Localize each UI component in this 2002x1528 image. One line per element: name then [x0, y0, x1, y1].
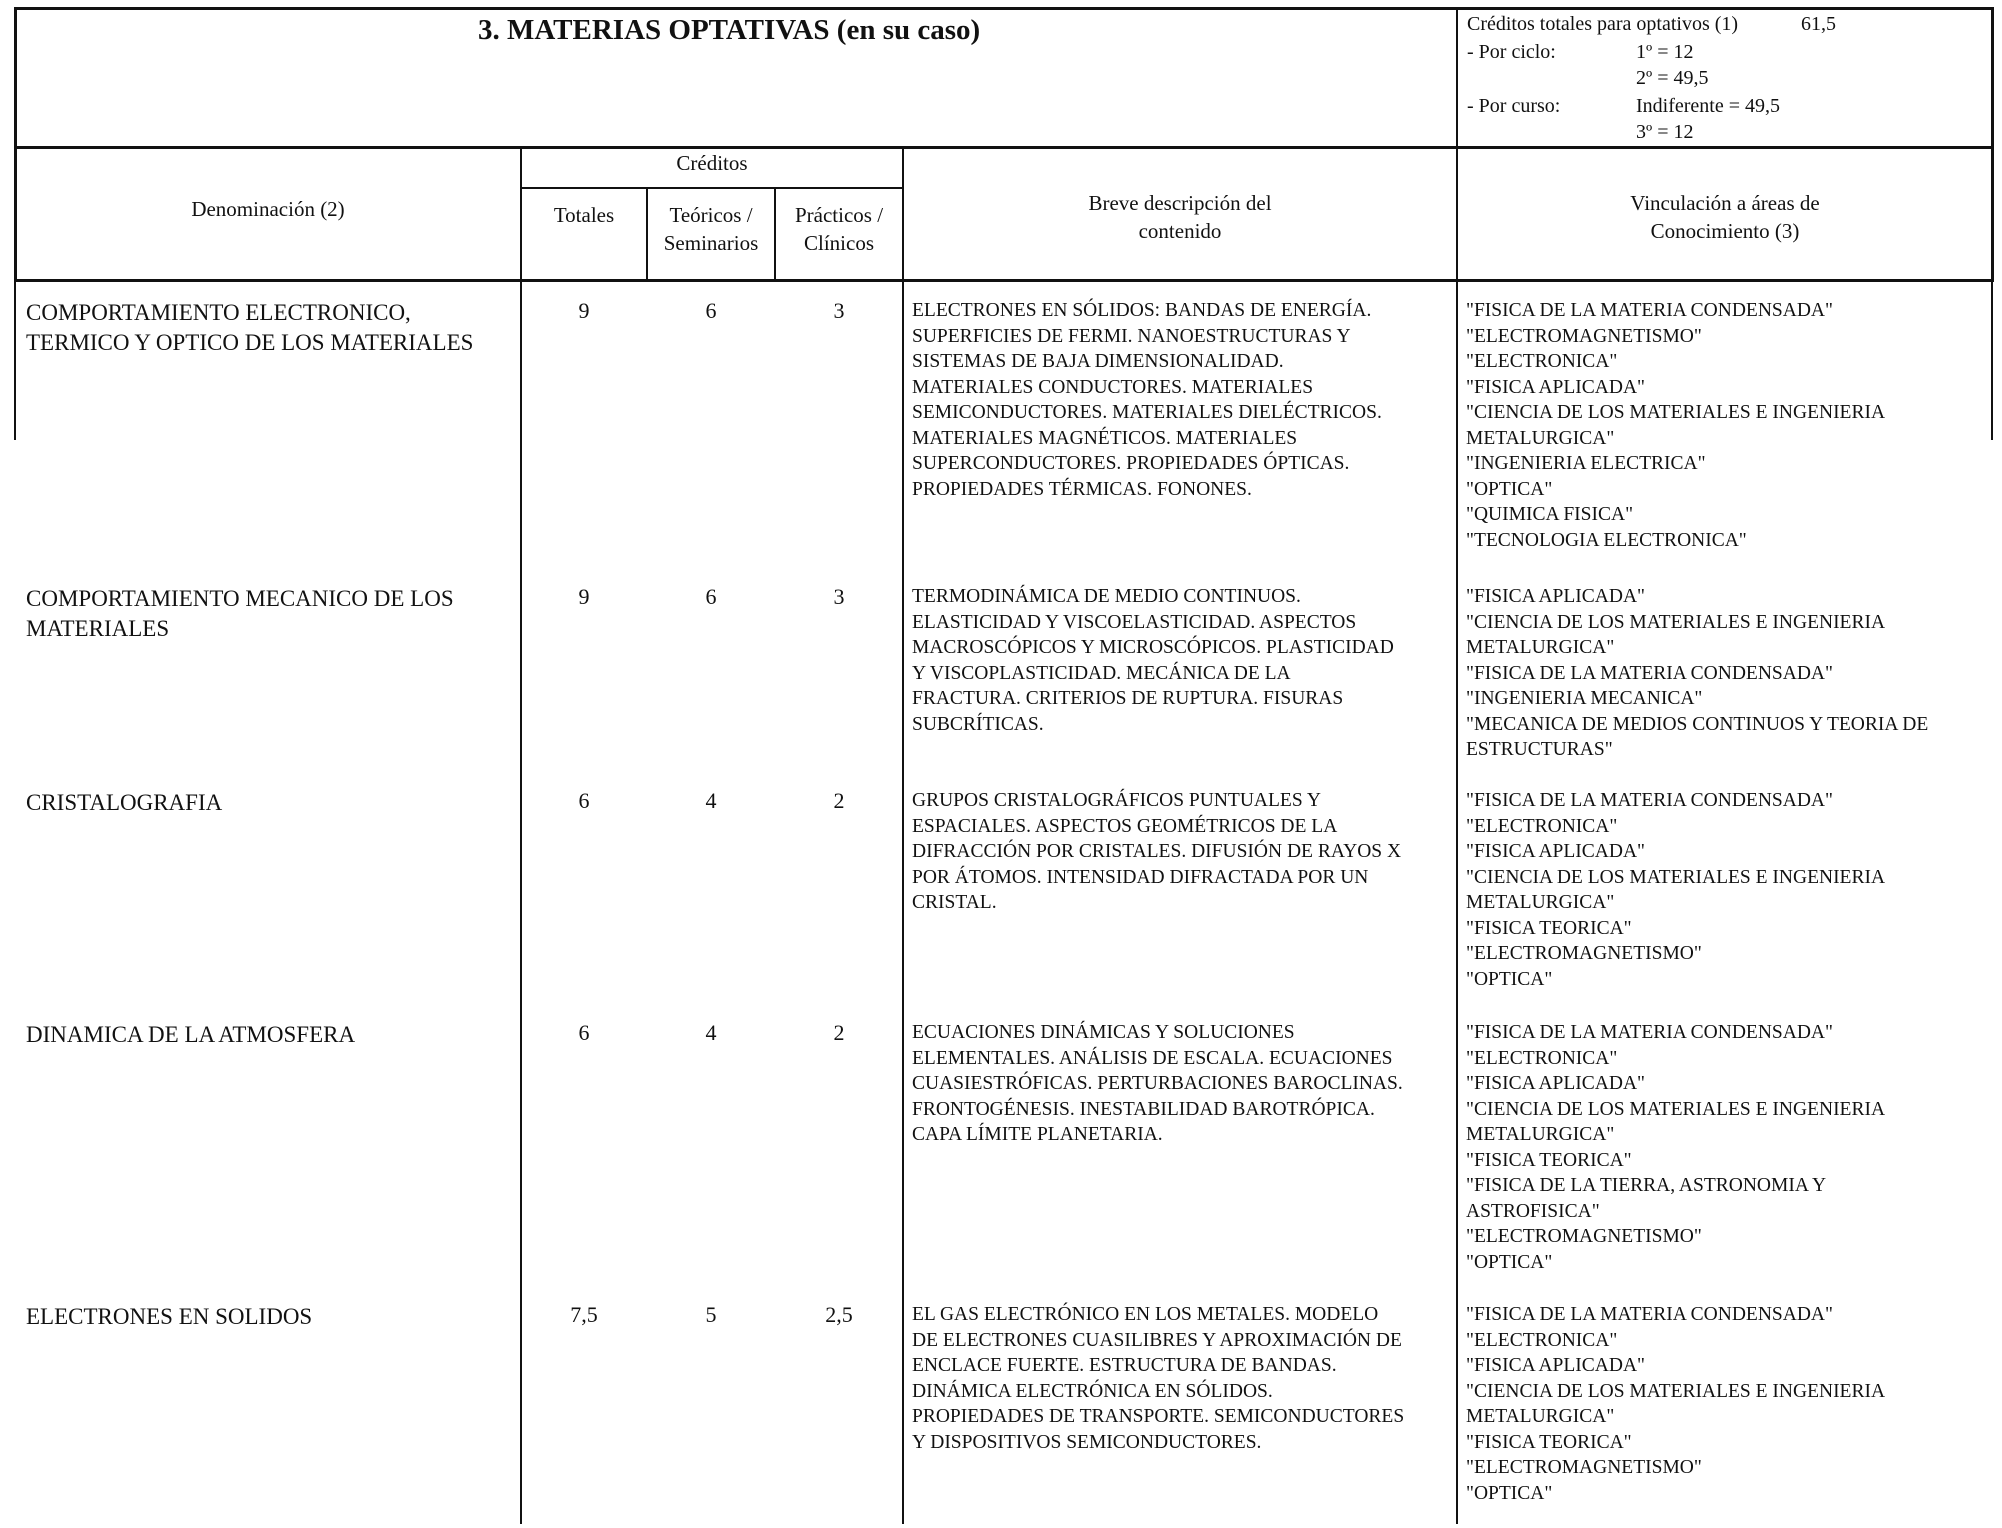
- descripcion-line: SUPERFICIES DE FERMI. NANOESTRUCTURAS Y: [912, 325, 1351, 347]
- area-line: "FISICA TEORICA": [1466, 1431, 1632, 1453]
- descripcion-line: PROPIEDADES TÉRMICAS. FONONES.: [912, 478, 1252, 500]
- area-line: "FISICA TEORICA": [1466, 1149, 1632, 1171]
- col-line-4: [902, 148, 904, 1524]
- row-areas: [1466, 584, 1988, 763]
- row-areas: [1466, 788, 1988, 992]
- area-line: "FISICA DE LA TIERRA, ASTRONOMIA Y: [1466, 1175, 1827, 1196]
- row-denominacion: [26, 1020, 516, 1050]
- descripcion-line: ECUACIONES DINÁMICAS Y SOLUCIONES: [912, 1022, 1295, 1043]
- area-line: ESTRUCTURAS": [1466, 739, 1613, 760]
- col-header-creditos: Créditos: [676, 151, 748, 175]
- area-line: METALURGICA": [1466, 637, 1615, 658]
- col-header-descripcion-line: Breve descripción del: [1088, 191, 1272, 215]
- descripcion-line: SUBCRÍTICAS.: [912, 713, 1044, 735]
- area-line: "ELECTRONICA": [1466, 1047, 1618, 1069]
- area-line: "FISICA APLICADA": [1466, 841, 1645, 862]
- descripcion-line: ELASTICIDAD Y VISCOELASTICIDAD. ASPECTOS: [912, 611, 1357, 633]
- area-line: "INGENIERIA MECANICA": [1466, 688, 1703, 709]
- area-line: METALURGICA": [1466, 1124, 1615, 1145]
- area-line: "INGENIERIA ELECTRICA": [1466, 453, 1706, 474]
- row-descripcion: [912, 584, 1452, 737]
- row-areas: [1466, 1020, 1988, 1275]
- row-areas: [1466, 1302, 1988, 1506]
- descripcion-line: ESPACIALES. ASPECTOS GEOMÉTRICOS DE LA: [912, 815, 1338, 837]
- page-title: 3. MATERIAS OPTATIVAS (en su caso): [478, 14, 981, 46]
- descripcion-line: MATERIALES CONDUCTORES. MATERIALES: [912, 376, 1314, 398]
- denominacion-line: MATERIALES: [26, 616, 170, 641]
- descripcion-line: TERMODINÁMICA DE MEDIO CONTINUOS.: [912, 586, 1301, 607]
- denominacion-line: ELECTRONES EN SOLIDOS: [26, 1304, 313, 1329]
- col-line-1: [520, 148, 522, 1524]
- row-denominacion: [26, 1302, 516, 1332]
- area-line: "OPTICA": [1466, 1482, 1553, 1504]
- row-totales: 9: [578, 584, 590, 609]
- body-left-edge: [14, 280, 16, 440]
- descripcion-line: SUPERCONDUCTORES. PROPIEDADES ÓPTICAS.: [912, 453, 1350, 474]
- area-line: "QUIMICA FISICA": [1466, 504, 1634, 525]
- col-header-teoricos-line: Teóricos /: [669, 203, 753, 227]
- area-line: "CIENCIA DE LOS MATERIALES E INGENIERIA: [1466, 1380, 1886, 1402]
- row-teoricos: 5: [705, 1302, 717, 1327]
- col-header-teoricos-line: Seminarios: [663, 231, 759, 255]
- area-line: "MECANICA DE MEDIOS CONTINUOS Y TEORIA DE: [1466, 713, 1929, 735]
- descripcion-line: SEMICONDUCTORES. MATERIALES DIELÉCTRICOS.: [912, 402, 1382, 423]
- row-descripcion: [912, 1020, 1452, 1148]
- creditos-under-rule: [522, 187, 904, 189]
- border-top: [14, 7, 1994, 10]
- col-header-vinculacion-line: Conocimiento (3): [1650, 219, 1800, 243]
- area-line: "CIENCIA DE LOS MATERIALES E INGENIERIA: [1466, 866, 1886, 888]
- col-header-vinculacion-line: Vinculación a áreas de: [1630, 191, 1820, 215]
- ciclo-1-value: 1º = 12: [1636, 41, 1694, 63]
- row-denominacion: [26, 788, 516, 818]
- area-line: "CIENCIA DE LOS MATERIALES E INGENIERIA: [1466, 1098, 1886, 1120]
- descripcion-line: MACROSCÓPICOS Y MICROSCÓPICOS. PLASTICIDAD: [912, 637, 1394, 658]
- area-line: "FISICA DE LA MATERIA CONDENSADA": [1466, 1304, 1833, 1325]
- descripcion-line: CUASIESTRÓFICAS. PERTURBACIONES BAROCLINAS.: [912, 1073, 1403, 1094]
- row-practicos: 3: [833, 298, 845, 323]
- curso-3-value: 3º = 12: [1636, 121, 1694, 143]
- area-line: "OPTICA": [1466, 478, 1553, 500]
- col-line-5: [1456, 148, 1458, 1524]
- descripcion-line: DE ELECTRONES CUASILIBRES Y APROXIMACIÓN DE: [912, 1329, 1402, 1351]
- row-descripcion: [912, 298, 1452, 502]
- area-line: "ELECTRONICA": [1466, 351, 1618, 372]
- area-line: "FISICA APLICADA": [1466, 376, 1645, 398]
- header-bottom-rule: [14, 279, 1994, 282]
- descripcion-line: FRACTURA. CRITERIOS DE RUPTURA. FISURAS: [912, 688, 1344, 709]
- row-teoricos: 4: [705, 1020, 717, 1045]
- descripcion-line: PROPIEDADES DE TRANSPORTE. SEMICONDUCTORES: [912, 1406, 1405, 1427]
- header-separator: [14, 146, 1994, 149]
- area-line: "TECNOLOGIA ELECTRONICA": [1466, 529, 1747, 551]
- row-teoricos: 6: [705, 584, 717, 609]
- descripcion-line: ELEMENTALES. ANÁLISIS DE ESCALA. ECUACIONES: [912, 1047, 1393, 1069]
- area-line: "FISICA DE LA MATERIA CONDENSADA": [1466, 790, 1833, 811]
- border-left: [14, 7, 17, 282]
- col-header-denominacion: Denominación (2): [191, 197, 345, 221]
- row-totales: 7,5: [570, 1302, 598, 1327]
- row-practicos: 2: [833, 1020, 845, 1045]
- descripcion-line: CRISTAL.: [912, 892, 997, 913]
- descripcion-line: MATERIALES MAGNÉTICOS. MATERIALES: [912, 427, 1298, 449]
- area-line: METALURGICA": [1466, 1406, 1615, 1427]
- area-line: "ELECTROMAGNETISMO": [1466, 943, 1702, 964]
- col-header-practicos-line: Prácticos /: [794, 203, 884, 227]
- denominacion-line: CRISTALOGRAFIA: [26, 790, 223, 815]
- descripcion-line: POR ÁTOMOS. INTENSIDAD DIFRACTADA POR UN: [912, 866, 1369, 888]
- area-line: "ELECTROMAGNETISMO": [1466, 1226, 1702, 1247]
- area-line: "CIENCIA DE LOS MATERIALES E INGENIERIA: [1466, 611, 1886, 633]
- curso-indiferente-value: Indiferente = 49,5: [1636, 95, 1781, 117]
- area-line: "ELECTROMAGNETISMO": [1466, 1457, 1702, 1478]
- area-line: "FISICA APLICADA": [1466, 1355, 1645, 1376]
- row-totales: 6: [578, 1020, 590, 1045]
- descripcion-line: Y DISPOSITIVOS SEMICONDUCTORES.: [912, 1431, 1262, 1453]
- row-practicos: 2,5: [825, 1302, 853, 1327]
- denominacion-line: COMPORTAMIENTO MECANICO DE LOS: [26, 586, 454, 611]
- area-line: "ELECTRONICA": [1466, 815, 1618, 837]
- denominacion-line: COMPORTAMIENTO ELECTRONICO,: [26, 300, 411, 325]
- col-header-totales: Totales: [553, 203, 615, 227]
- area-line: METALURGICA": [1466, 427, 1615, 449]
- col-header-descripcion-line: contenido: [1138, 219, 1222, 243]
- row-descripcion: [912, 788, 1452, 916]
- area-line: "CIENCIA DE LOS MATERIALES E INGENIERIA: [1466, 402, 1886, 423]
- denominacion-line: DINAMICA DE LA ATMOSFERA: [26, 1022, 356, 1047]
- area-line: "FISICA DE LA MATERIA CONDENSADA": [1466, 1022, 1833, 1043]
- row-denominacion: [26, 584, 516, 644]
- body-right-edge: [1991, 280, 1993, 440]
- row-descripcion: [912, 1302, 1452, 1455]
- curso-label: - Por curso:: [1467, 95, 1561, 117]
- area-line: "FISICA TEORICA": [1466, 917, 1632, 939]
- descripcion-line: ELECTRONES EN SÓLIDOS: BANDAS DE ENERGÍA.: [912, 300, 1372, 321]
- row-practicos: 2: [833, 788, 845, 813]
- ciclo-label: - Por ciclo:: [1467, 41, 1556, 63]
- area-line: "OPTICA": [1466, 968, 1553, 990]
- descripcion-line: ENCLACE FUERTE. ESTRUCTURA DE BANDAS.: [912, 1355, 1337, 1376]
- area-line: "ELECTROMAGNETISMO": [1466, 325, 1702, 347]
- col-header-practicos-line: Clínicos: [803, 231, 874, 255]
- descripcion-line: DINÁMICA ELECTRÓNICA EN SÓLIDOS.: [912, 1380, 1273, 1402]
- row-denominacion: [26, 298, 516, 358]
- area-line: METALURGICA": [1466, 892, 1615, 913]
- area-line: "FISICA APLICADA": [1466, 586, 1645, 607]
- total-credits-label: Créditos totales para optativos (1): [1467, 13, 1739, 35]
- area-line: "FISICA DE LA MATERIA CONDENSADA": [1466, 662, 1833, 684]
- total-credits-value: 61,5: [1801, 13, 1836, 35]
- denominacion-line: TERMICO Y OPTICO DE LOS MATERIALES: [26, 330, 474, 355]
- area-line: "OPTICA": [1466, 1251, 1553, 1273]
- descripcion-line: GRUPOS CRISTALOGRÁFICOS PUNTUALES Y: [912, 790, 1321, 811]
- row-areas: [1466, 298, 1988, 553]
- descripcion-line: Y VISCOPLASTICIDAD. MECÁNICA DE LA: [912, 662, 1291, 684]
- descripcion-line: SISTEMAS DE BAJA DIMENSIONALIDAD.: [912, 351, 1284, 372]
- area-line: "ELECTRONICA": [1466, 1329, 1618, 1351]
- area-line: ASTROFISICA": [1466, 1200, 1600, 1222]
- descripcion-line: EL GAS ELECTRÓNICO EN LOS METALES. MODELO: [912, 1304, 1379, 1325]
- descripcion-line: DIFRACCIÓN POR CRISTALES. DIFUSIÓN DE RAYOS X: [912, 841, 1402, 862]
- row-practicos: 3: [833, 584, 845, 609]
- row-totales: 9: [578, 298, 590, 323]
- descripcion-line: CAPA LÍMITE PLANETARIA.: [912, 1124, 1163, 1145]
- ciclo-2-value: 2º = 49,5: [1636, 67, 1709, 89]
- area-line: "FISICA APLICADA": [1466, 1073, 1645, 1094]
- area-line: "FISICA DE LA MATERIA CONDENSADA": [1466, 300, 1833, 321]
- row-teoricos: 6: [705, 298, 717, 323]
- row-teoricos: 4: [705, 788, 717, 813]
- row-totales: 6: [578, 788, 590, 813]
- descripcion-line: FRONTOGÉNESIS. INESTABILIDAD BAROTRÓPICA.: [912, 1098, 1375, 1120]
